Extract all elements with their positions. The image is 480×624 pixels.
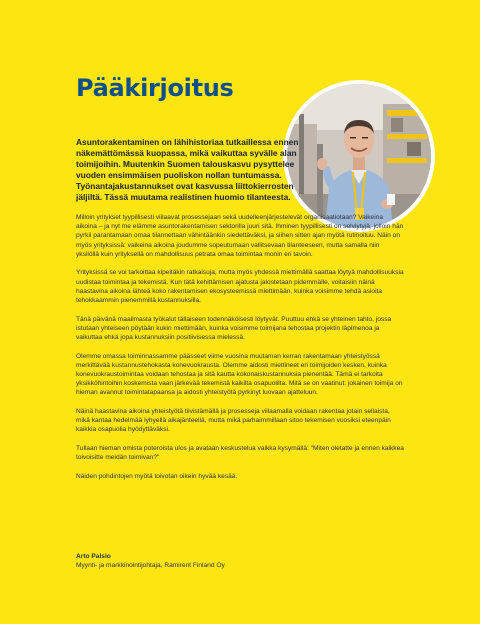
paragraph: Tullaan hieman omista poteroista ulos ja avataan keskustelua vaikka kysymällä: "Miten oletatte ja ennen kaikkea toivoisitte meidän toimivan?" [76,445,404,462]
paragraph: Yrityksissä se voi tarkoittaa kipeitäkin ratkaisuja, mutta myös yhdessä miettimällä saattaa löytyä mahdollisuuksia uudistaa toimintaa ja tekemistä. Kun tätä kehittämisen ajatusta jalostetaan pidemmälle, voitaisiin näinä haastavina aikoina lähteä koko rakentamisen ekosysteemissä miettimään, kuinka voisimme tehdä asioita tehokkaammin pienemmillä kustannuksilla. [76,269,404,305]
paragraph: Olemme omassa toiminnassamme päässeet viime vuosina muutaman kerran rakentamaan yhteistyössä merkittävää kustannustehokasta konevuokrausta. Olemme aidosti miettineet eri toimijoiden kesken, kuinka konevuokraustoimintaa voidaan tehostaa ja sitä kautta kokonaiskustannuksia pienentää. Tämä ei tarkoita yksikköhintoihin koskemista vaan järkevää tekemistä kaikilta osapuolilta. Mitä se on vaatinut: jokainen toimija on hieman avannut toimintatapaansa ja aidosti yhteistyötä pyrkinyt luovaan ajatteluun. [76,352,403,397]
paragraph: Milloin yritykset tyypillisesti viilaavat prosessejaan sekä uudelleenjärjestelevät organisaatiotaan? Vaikeina aikoina – ja nyt me elämme asuntorakentamisen sektorilla juuri sitä. Ihminen tyypillisesti on selviytyjä, jolloin hän pyrkii parantamaan omaa tilannettaan vähintäänkin siedettäväksi, ja siihen sitten ajan myötä rutinoituu. Näin on myös yrityksissä: vaikeina aikoina joudumme sopeutumaan vallitsevaan tilanteeseen, mutta samalla niin yksilöllä kuin yrityksellä on mahdollisuus petrata omaa toimintaa monin eri tavoin. [76,214,404,258]
signature [76,552,376,570]
paragraph: Näiden pohdintojen myötä toivotan oikein hyvää kesää. [76,472,238,480]
author-name: Arto Palsio [76,553,111,560]
lead-paragraph: Asuntorakentaminen on lähihistoriaa tutkaillessa ennen näkemättömässä kuopassa, mikä vaikuttaa syvälle alan toimijoihin. Muutenkin Suomen talouskasvu pysyttelee vuoden ensimmäisen puoliskon nollan tuntumassa. Työnantajakustannukset ovat kasvussa liittokierrosten jäljiltä. Tässä muutama realistinen huomio tilanteesta. [76,137,299,202]
author-role: Myynti- ja markkinointijohtaja, Ramirent Finland Oy [76,562,225,570]
paragraph: Näinä haastavina aikoina yhteistyötä tiivistämällä ja prosesseja viilaamalla voidaan rakentaa jotain sellaista, mikä kantaa hedelmää lyhyellä aikajänteellä, mutta mikä parhaimmillaan sitoo tekemisen vuosiksi eteenpäin kaikkia osapuolia hyödyttäväksi. [76,408,391,434]
article-body [76,213,404,490]
paragraph: Tänä päivänä maailmasta työkalut tällaiseen todennäköisesti löytyvät. Puuttuu ehkä se yhteinen tahto, jossa istutaan yhteiseen pöytään kukin miettimään, kuinka voisimme toimijana tehostaa projektin läpimenoa ja vaikuttaa ehkä jopa kustannuksiin positiivisessa mielessä. [76,315,392,342]
page-title: Pääkirjoitus [76,74,234,102]
